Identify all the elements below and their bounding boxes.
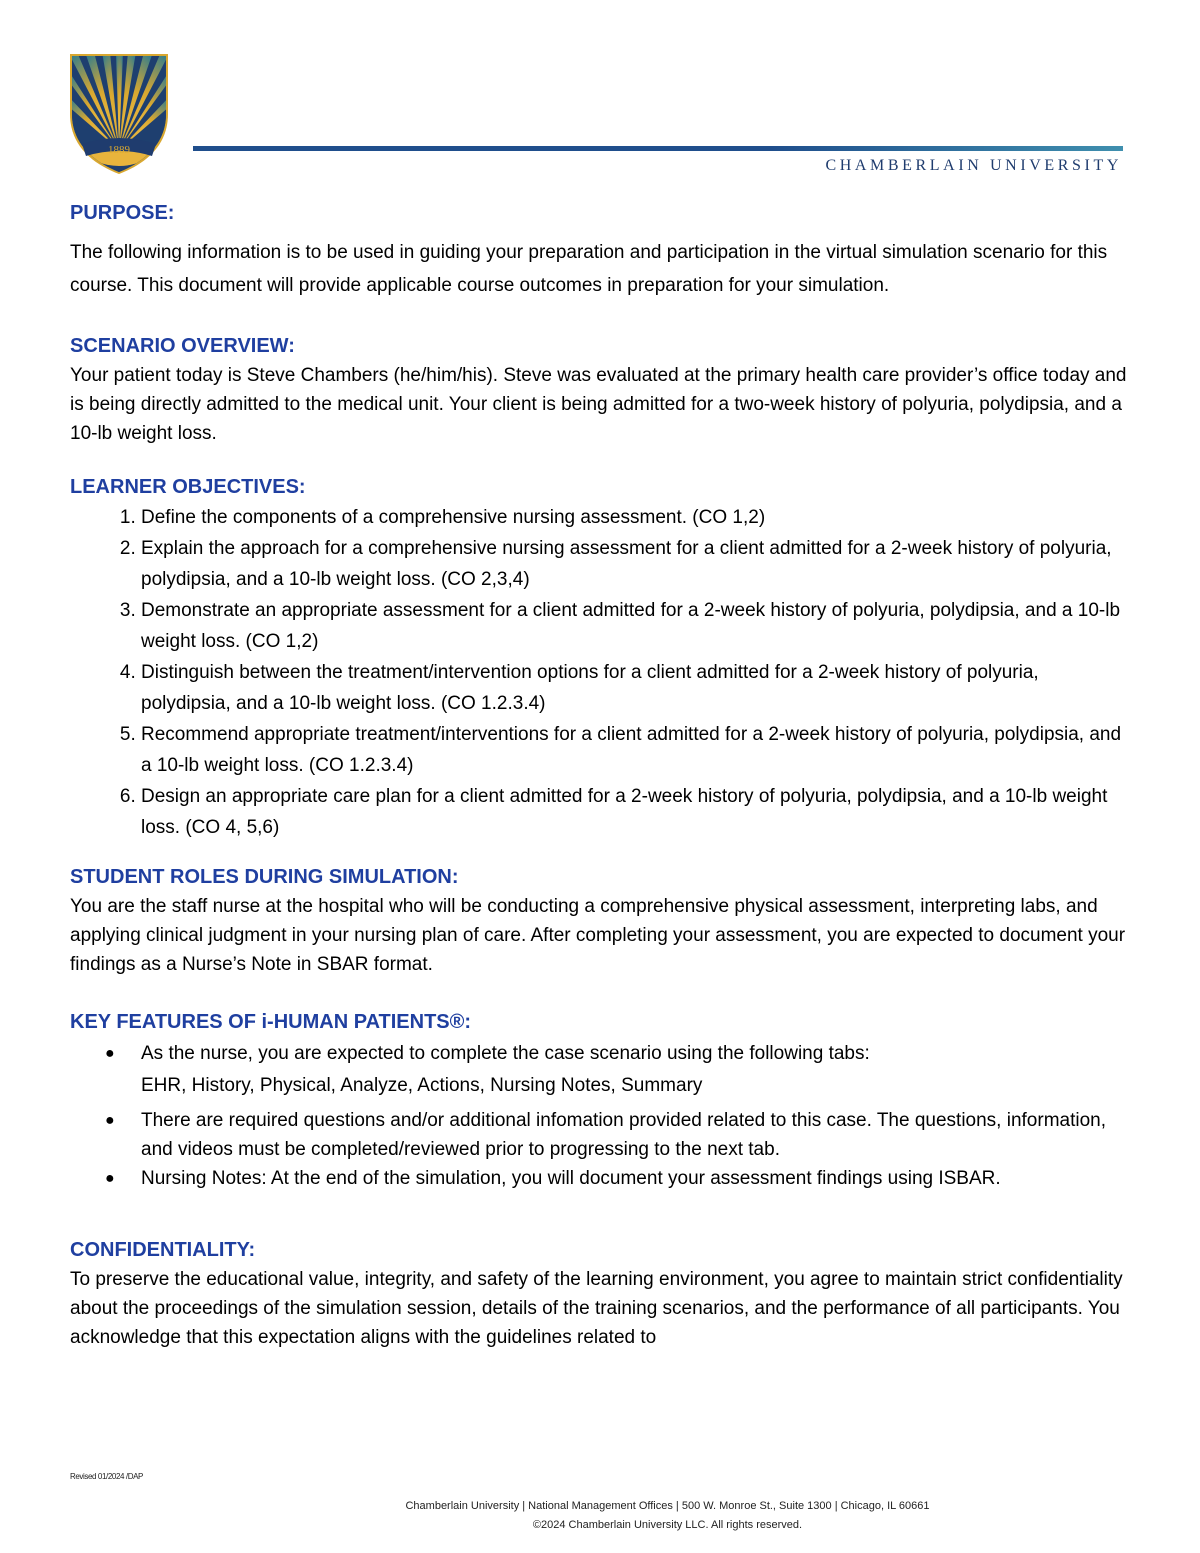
- footer-address: Chamberlain University | National Management Offices | 500 W. Monroe St., Suite 1300 | Chicago, IL 60661: [405, 1500, 930, 1512]
- objective-item: 2. Explain the approach for a comprehensive nursing assessment for a client admitted for a 2-week history of polyuria, polydipsia, and a 10-lb weight loss. (CO 2,3,4): [141, 533, 1130, 595]
- objective-item: 6. Design an appropriate care plan for a client admitted for a 2-week history of polyuria, polydipsia, and a 10-lb weight loss. (CO 4, 5,6): [141, 781, 1130, 843]
- bullet-icon: ●: [105, 1045, 115, 1062]
- feature-item: [105, 1039, 1130, 1104]
- bullet-icon: ●: [105, 1170, 115, 1187]
- revision-note: Revised 01/2024 /DAP: [70, 1472, 143, 1481]
- features-list: [70, 1039, 1130, 1193]
- features-heading: KEY FEATURES OF i-HUMAN PATIENTS®:: [70, 1011, 472, 1033]
- document-body: [70, 200, 1130, 1352]
- university-shield-crest-icon: [68, 52, 170, 176]
- feature-text: Nursing Notes: At the end of the simulation, you will document your assessment findings using ISBAR.: [141, 1168, 1001, 1189]
- confidentiality-heading: CONFIDENTIALITY:: [70, 1239, 256, 1261]
- confidentiality-text: To preserve the educational value, integrity, and safety of the learning environment, you agree to maintain strict confidentiality about the proceedings of the simulation session, details of the training scenarios, and the performance of all participants. You acknowledge that this expectation aligns with the guidelines related to: [70, 1269, 1123, 1348]
- objective-item: 1. Define the components of a comprehensive nursing assessment. (CO 1,2): [141, 502, 1130, 533]
- feature-text: As the nurse, you are expected to complete the case scenario using the following tabs:: [141, 1043, 870, 1064]
- feature-text: There are required questions and/or additional infomation provided related to this case. The questions, information, and videos must be completed/reviewed prior to progressing to the next tab.: [141, 1110, 1107, 1160]
- university-name: CHAMBERLAIN UNIVERSITY: [825, 157, 1122, 174]
- roles-text: You are the staff nurse at the hospital who will be conducting a comprehensive physical assessment, interpreting labs, and applying clinical judgment in your nursing plan of care. After completing your assessment, you are expected to document your findings as a Nurse’s Note in SBAR format.: [70, 896, 1126, 975]
- svg-text:1889: 1889: [108, 144, 130, 156]
- header-rule: [193, 146, 1123, 151]
- footer-copyright: ©2024 Chamberlain University LLC. All rights reserved.: [532, 1519, 803, 1531]
- objectives-heading: LEARNER OBJECTIVES:: [70, 476, 306, 498]
- feature-item: [105, 1164, 1130, 1193]
- objectives-list: [70, 502, 1130, 843]
- roles-heading: STUDENT ROLES DURING SIMULATION:: [70, 866, 459, 888]
- objective-item: 4. Distinguish between the treatment/intervention options for a client admitted for a 2-week history of polyuria, polydipsia, and a 10-lb weight loss. (CO 1.2.3.4): [141, 657, 1130, 719]
- feature-item: [105, 1106, 1130, 1164]
- scenario-heading: SCENARIO OVERVIEW:: [70, 335, 295, 357]
- objective-item: 5. Recommend appropriate treatment/interventions for a client admitted for a 2-week history of polyuria, polydipsia, and a 10-lb weight loss. (CO 1.2.3.4): [141, 719, 1130, 781]
- scenario-text: Your patient today is Steve Chambers (he/him/his). Steve was evaluated at the primary health care provider’s office today and is being directly admitted to the medical unit. Your client is being admitted for a two-week history of polyuria, polydipsia, and a 10-lb weight loss.: [70, 365, 1127, 444]
- purpose-text: The following information is to be used in guiding your preparation and participation in the virtual simulation scenario for this course. This document will provide applicable course outcomes in preparation for your simulation.: [70, 242, 1108, 296]
- purpose-heading: PURPOSE:: [70, 202, 175, 224]
- feature-tabs-list: EHR, History, Physical, Analyze, Actions, Nursing Notes, Summary: [141, 1075, 703, 1096]
- bullet-icon: ●: [105, 1112, 115, 1129]
- objective-item: 3. Demonstrate an appropriate assessment for a client admitted for a 2-week history of polyuria, polydipsia, and a 10-lb weight loss. (CO 1,2): [141, 595, 1130, 657]
